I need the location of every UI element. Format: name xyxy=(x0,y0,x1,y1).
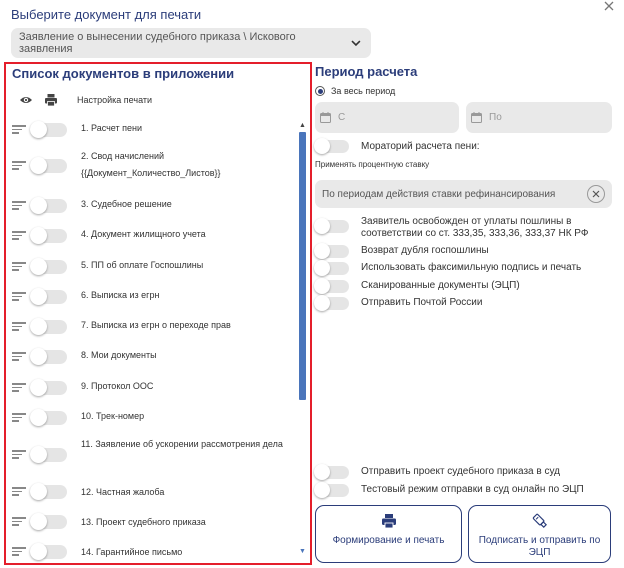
document-toggle[interactable] xyxy=(31,545,67,559)
document-row xyxy=(10,196,295,214)
date-from-field[interactable] xyxy=(315,102,459,133)
scroll-down-arrow-icon[interactable]: ▼ xyxy=(299,548,306,555)
date-to-field[interactable] xyxy=(466,102,612,133)
drag-handle-icon[interactable] xyxy=(12,487,26,496)
document-toggle[interactable] xyxy=(31,260,67,274)
moratorium-toggle[interactable] xyxy=(315,140,349,153)
test-mode-label: Тестовый режим отправки в суд онлайн по ЭЦП xyxy=(361,484,584,495)
document-label: 3. Судебное решение xyxy=(81,199,172,209)
print-settings-label: Настройка печати xyxy=(77,95,153,105)
document-toggle[interactable] xyxy=(31,515,67,529)
document-toggle[interactable] xyxy=(31,320,67,334)
document-list-panel xyxy=(4,62,312,565)
document-row xyxy=(10,482,295,500)
document-row xyxy=(10,257,295,275)
interest-rate-caption: Применять процентную ставку xyxy=(315,160,430,169)
scanned-docs-toggle[interactable] xyxy=(315,280,349,293)
russian-post-toggle[interactable] xyxy=(315,297,349,310)
document-label: 2. Свод начислений {{Документ_Количество_Листов}} xyxy=(81,151,221,178)
document-label: 8. Мои документы xyxy=(81,350,157,360)
drag-handle-icon[interactable] xyxy=(12,161,26,170)
drag-handle-icon[interactable] xyxy=(12,517,26,526)
document-row xyxy=(10,287,295,305)
document-toggle[interactable] xyxy=(31,229,67,243)
generate-print-label: Формирование и печать xyxy=(332,535,445,546)
drag-handle-icon[interactable] xyxy=(12,413,26,422)
fee-exemption-toggle[interactable] xyxy=(315,220,349,233)
document-label: 13. Проект судебного приказа xyxy=(81,517,206,527)
document-row xyxy=(10,436,295,466)
period-title: Период расчета xyxy=(315,64,418,79)
document-row xyxy=(10,120,295,138)
document-row xyxy=(10,226,295,244)
document-row xyxy=(10,512,295,530)
duplicate-fee-refund-toggle[interactable] xyxy=(315,245,349,258)
generate-print-button[interactable] xyxy=(315,505,462,563)
facsimile-toggle[interactable] xyxy=(315,262,349,275)
document-label: 1. Расчет пени xyxy=(81,123,143,133)
interest-rate-value: По периодам действия ставки рефинансирования xyxy=(322,188,556,200)
clear-icon[interactable] xyxy=(587,185,605,203)
document-label: 6. Выписка из егрн xyxy=(81,290,160,300)
document-label: 11. Заявление об ускорении рассмотрения дела xyxy=(81,439,283,449)
drag-handle-icon[interactable] xyxy=(12,125,26,134)
document-toggle[interactable] xyxy=(31,123,67,137)
document-row xyxy=(10,542,295,560)
document-toggle[interactable] xyxy=(31,381,67,395)
drag-handle-icon[interactable] xyxy=(12,262,26,271)
document-label: 14. Гарантийное письмо xyxy=(81,547,183,557)
drag-handle-icon[interactable] xyxy=(12,322,26,331)
document-toggle[interactable] xyxy=(31,290,67,304)
test-mode-toggle[interactable] xyxy=(315,484,349,497)
document-select-value: Заявление о вынесении судебного приказа \ Искового заявления xyxy=(19,31,296,55)
drag-handle-icon[interactable] xyxy=(12,547,26,556)
moratorium-label: Мораторий расчета пени: xyxy=(361,141,480,152)
document-row xyxy=(10,408,295,426)
document-label: 12. Частная жалоба xyxy=(81,487,165,497)
printer-icon xyxy=(381,513,397,529)
date-to-placeholder: По xyxy=(489,112,502,123)
dialog-title: Выберите документ для печати xyxy=(11,7,202,22)
document-label: 9. Протокол ООС xyxy=(81,381,154,391)
close-icon[interactable] xyxy=(601,0,617,14)
drag-handle-icon[interactable] xyxy=(12,292,26,301)
sign-send-button[interactable] xyxy=(468,505,611,563)
document-select[interactable] xyxy=(11,28,371,58)
chevron-down-icon xyxy=(349,36,363,50)
sign-send-label: Подписать и отправить по ЭЦП xyxy=(478,535,601,558)
document-toggle[interactable] xyxy=(31,350,67,364)
send-court-order-label: Отправить проект судебного приказа в суд xyxy=(361,466,560,477)
document-row xyxy=(10,347,295,365)
send-court-order-toggle[interactable] xyxy=(315,466,349,479)
duplicate-fee-refund-label: Возврат дубля госпошлины xyxy=(361,245,489,256)
printer-icon[interactable] xyxy=(44,93,58,107)
document-list-title: Список документов в приложении xyxy=(12,66,235,81)
document-toggle[interactable] xyxy=(31,448,67,462)
date-from-placeholder: С xyxy=(338,112,346,123)
facsimile-label: Использовать факсимильную подпись и печать xyxy=(361,262,582,273)
whole-period-label: За весь период xyxy=(331,86,396,96)
document-label: 5. ПП об оплате Госпошлины xyxy=(81,260,204,270)
list-scrollbar[interactable] xyxy=(299,122,307,559)
whole-period-radio[interactable] xyxy=(315,86,325,96)
eye-icon[interactable] xyxy=(19,94,33,106)
calendar-icon xyxy=(471,112,482,123)
document-toggle[interactable] xyxy=(31,199,67,213)
scanned-docs-label: Сканированные документы (ЭЦП) xyxy=(361,280,520,291)
drag-handle-icon[interactable] xyxy=(12,450,26,459)
document-label: 10. Трек-номер xyxy=(81,411,145,421)
document-toggle[interactable] xyxy=(31,485,67,499)
drag-handle-icon[interactable] xyxy=(12,231,26,240)
document-row xyxy=(10,317,295,335)
calendar-icon xyxy=(320,112,331,123)
drag-handle-icon[interactable] xyxy=(12,352,26,361)
document-label: 4. Документ жилищного учета xyxy=(81,229,206,239)
fee-exemption-label: Заявитель освобожден от уплаты пошлины в соответствии со ст. 333,35, 333,36, 333,37 НК РФ xyxy=(361,216,589,239)
drag-handle-icon[interactable] xyxy=(12,201,26,210)
usb-key-icon xyxy=(532,513,548,529)
scrollbar-thumb[interactable] xyxy=(299,132,306,400)
document-toggle[interactable] xyxy=(31,159,67,173)
interest-rate-select[interactable] xyxy=(315,180,612,208)
russian-post-label: Отправить Почтой России xyxy=(361,297,483,308)
drag-handle-icon[interactable] xyxy=(12,383,26,392)
document-label: 7. Выписка из егрн о переходе прав xyxy=(81,320,231,330)
scroll-up-arrow-icon[interactable]: ▲ xyxy=(299,122,306,129)
document-row xyxy=(10,378,295,396)
document-toggle[interactable] xyxy=(31,411,67,425)
document-row xyxy=(10,148,295,184)
